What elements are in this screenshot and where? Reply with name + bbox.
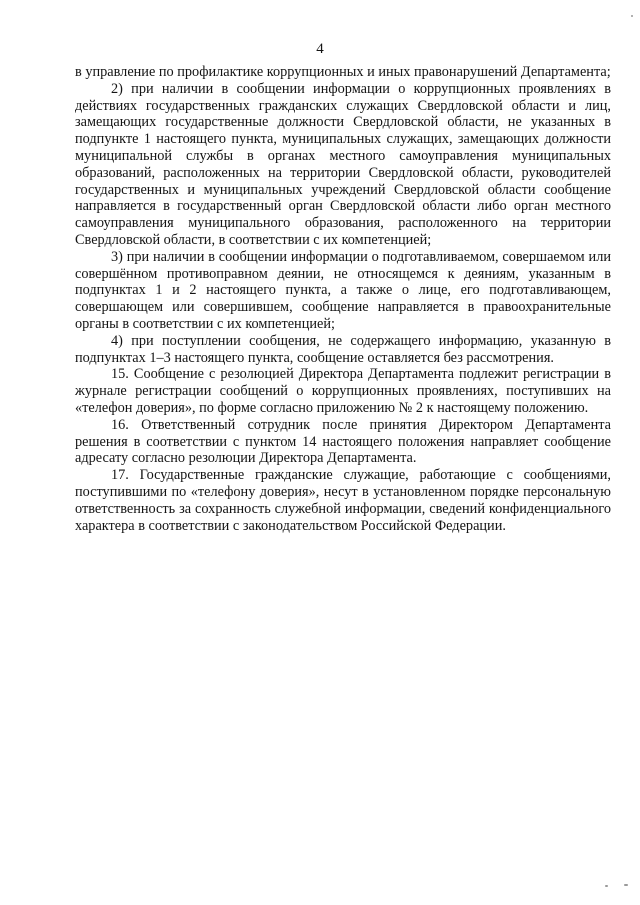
- paragraph-continuation: в управление по профилактике коррупционных и иных правонарушений Департамента;: [75, 64, 611, 80]
- scan-speck: [631, 15, 633, 17]
- paragraph-item-4: 4) при поступлении сообщения, не содержащего информацию, указанную в подпунктах 1–3 настоящего пункта, сообщение оставляется без рассмотрения.: [75, 332, 611, 366]
- paragraph-point-17: 17. Государственные гражданские служащие, работающие с сообщениями, поступившими по «телефону доверия», несут в установленном порядке персональную ответственность за сохранность служебной информации, сведений конфиденциального характера в соответствии с законодательством Российской Федерации.: [75, 467, 611, 534]
- document-body: [75, 64, 611, 534]
- paragraph-item-2: 2) при наличии в сообщении информации о коррупционных проявлениях в действиях государственных гражданских служащих Свердловской области и лиц, замещающих государственные должности Свердловской области, не указанных в подпункте 1 настоящего пункта, муниципальных служащих, замещающих должности муниципальной службы в органах местного самоуправления муниципальных образований, расположенных на территории Свердловской области, руководителей государственных и муниципальных учреждений Свердловской области сообщение направляется в государственный орган Свердловской области либо орган местного самоуправления муниципального образования, расположенного на территории Свердловской области, в соответствии с их компетенцией;: [75, 80, 611, 248]
- scan-speck: [624, 884, 628, 886]
- paragraph-item-3: 3) при наличии в сообщении информации о подготавливаемом, совершаемом или совершённом противоправном деянии, не относящемся к деяниям, указанным в подпунктах 1 и 2 настоящего пункта, а также о лице, его подготавливающем, совершающем или совершившем, сообщение направляется в правоохранительные органы в соответствии с их компетенцией;: [75, 248, 611, 332]
- paragraph-point-15: 15. Сообщение с резолюцией Директора Департамента подлежит регистрации в журнале регистрации сообщений о коррупционных проявлениях, поступивших на «телефон доверия», по форме согласно приложению № 2 к настоящему положению.: [75, 366, 611, 416]
- page-number: 4: [316, 41, 324, 57]
- paragraph-point-16: 16. Ответственный сотрудник после принятия Директором Департамента решения в соответствии с пунктом 14 настоящего положения направляет сообщение адресату согласно резолюции Директора Департамента.: [75, 416, 611, 467]
- scan-speck: [605, 885, 608, 887]
